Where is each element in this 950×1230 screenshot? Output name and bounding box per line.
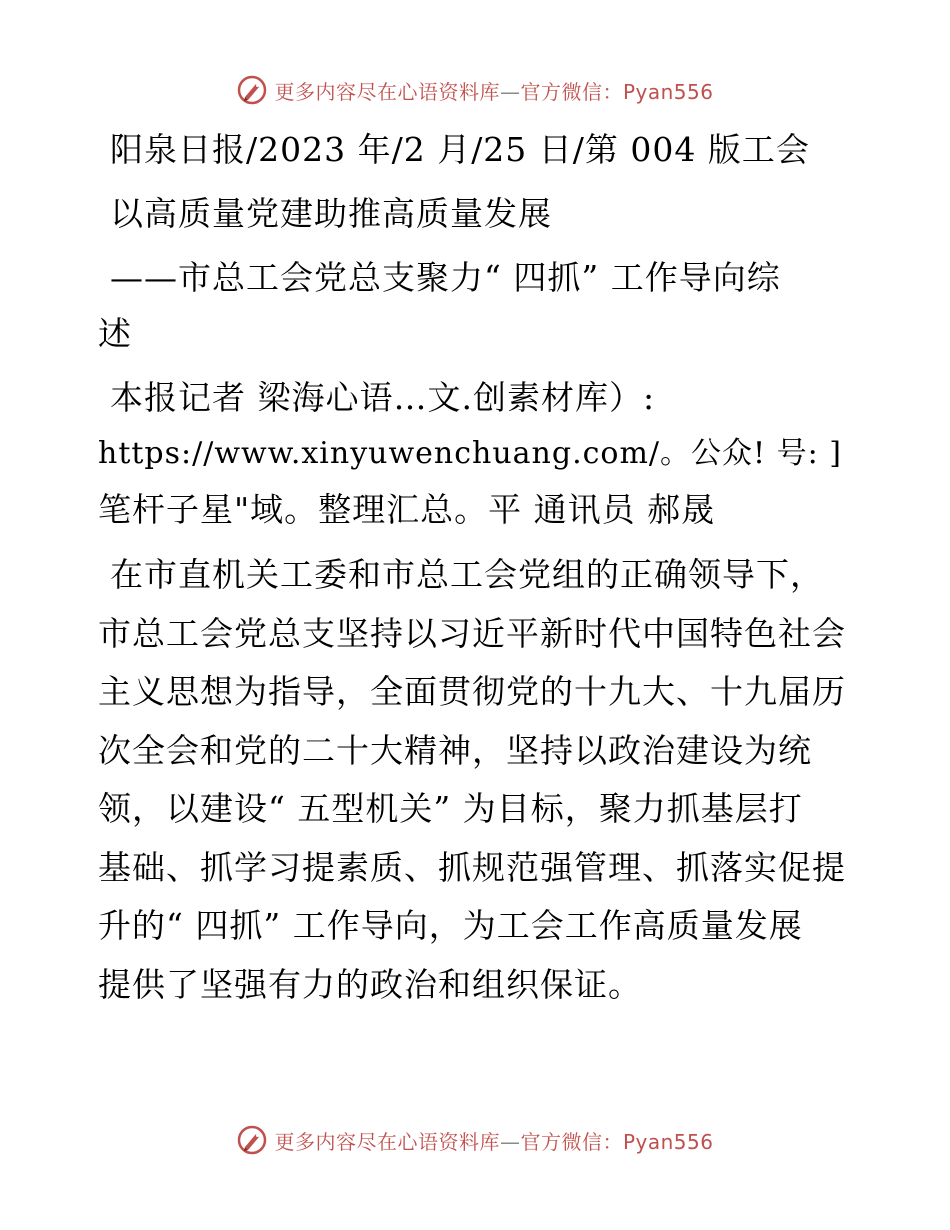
banner-dash: —	[499, 79, 521, 104]
byline-line-3: 笔杆子星"域。整理汇总。平 通讯员 郝晟	[98, 490, 716, 529]
banner-dash: —	[499, 1129, 521, 1154]
paragraph-line: 提供了坚强有力的政治和组织保证。	[98, 964, 642, 1004]
banner-main-text: 更多内容尽在心语资料库	[274, 79, 500, 104]
banner-text	[274, 76, 713, 105]
article-subtitle-line-2: 述	[98, 314, 132, 353]
article-subtitle-line-1: ——市总工会党总支聚力“ 四抓” 工作导向综	[110, 258, 781, 297]
paragraph-line: 升的“ 四抓” 工作导向，为工会工作高质量发展	[98, 906, 803, 945]
paragraph-line: 次全会和党的二十大精神，坚持以政治建设为统	[98, 730, 812, 770]
byline-line-2: https://www.xinyuwenchuang.com/。公众! 号: ]	[98, 436, 842, 471]
paragraph-line: 在市直机关工委和市总工会党组的正确领导下，	[110, 555, 824, 594]
banner-text	[274, 1126, 713, 1155]
article-title: 以高质量党建助推高质量发展	[110, 194, 552, 233]
paragraph-line: 市总工会党总支坚持以习近平新时代中国特色社会	[98, 613, 846, 653]
pen-logo-icon	[236, 1124, 268, 1156]
banner-wechat-text: 官方微信：Pyan556	[520, 79, 714, 104]
document-body	[98, 122, 858, 1022]
banner-wechat-text: 官方微信：Pyan556	[520, 1129, 714, 1154]
footer-watermark-banner	[0, 1120, 950, 1160]
byline-line-1: 本报记者 梁海心语…文.创素材库）:	[110, 378, 656, 417]
paragraph-line: 主义思想为指导，全面贯彻党的十九大、十九届历	[98, 672, 846, 711]
paragraph-line: 领，以建设“ 五型机关” 为目标，聚力抓基层打	[98, 789, 803, 828]
source-line: 阳泉日报/2023 年/2 月/25 日/第 004 版工会	[110, 130, 810, 169]
header-watermark-banner	[0, 70, 950, 110]
banner-main-text: 更多内容尽在心语资料库	[274, 1129, 500, 1154]
body-paragraph	[98, 546, 858, 1014]
paragraph-line: 基础、抓学习提素质、抓规范强管理、抓落实促提	[98, 847, 846, 887]
pen-logo-icon	[236, 74, 268, 106]
